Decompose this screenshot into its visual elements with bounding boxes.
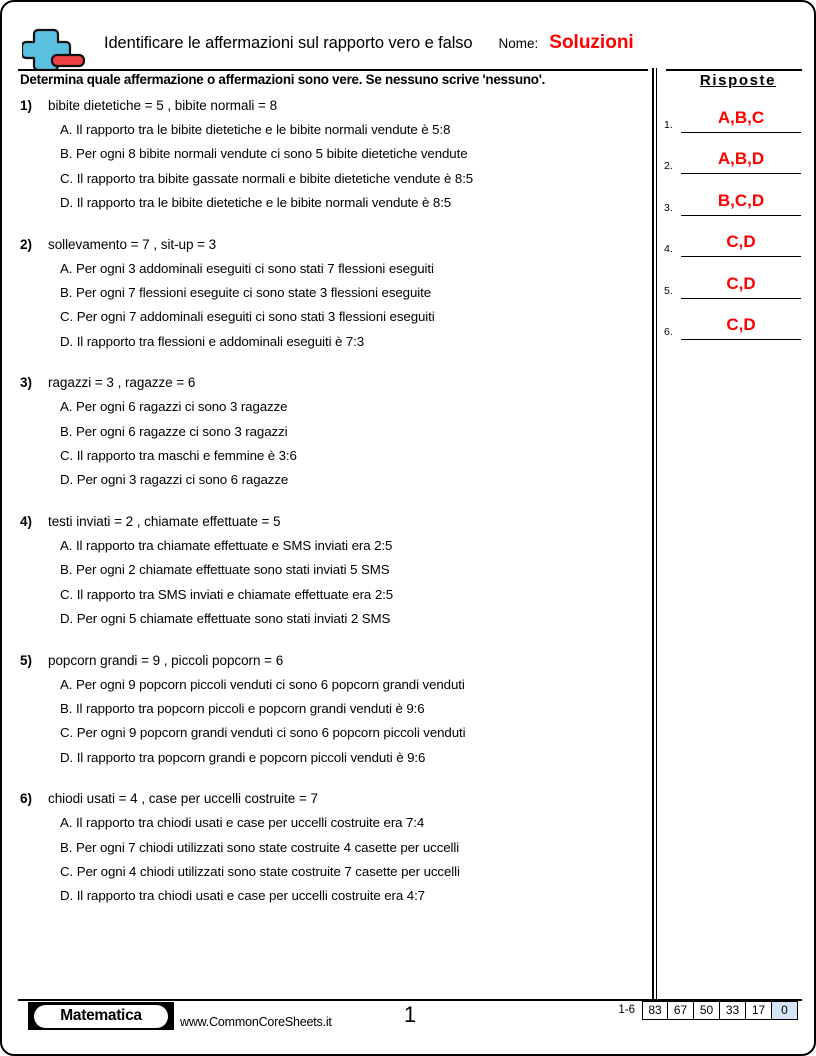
choice-b[interactable]: B. Il rapporto tra popcorn piccoli e popcorn grandi venduti è 9:6: [60, 700, 425, 716]
header-divider-left: [18, 69, 648, 71]
answer-value: A,B,C: [717, 107, 765, 127]
answer-value: C,D: [726, 232, 756, 251]
question-item: [20, 791, 648, 909]
choice-d[interactable]: D. Il rapporto tra flessioni e addominali eseguiti è 7:3: [60, 333, 365, 349]
choice-b[interactable]: B. Per ogni 6 ragazze ci sono 3 ragazzi: [60, 423, 288, 439]
score-cell: 67: [668, 1001, 694, 1020]
choice-b[interactable]: B. Per ogni 7 chiodi utilizzati sono state costruite 4 casette per uccelli: [60, 839, 460, 855]
answer-index: 1.: [664, 118, 673, 131]
title-row: [104, 32, 802, 54]
choice-c[interactable]: C. Il rapporto tra maschi e femmine è 3:6: [60, 448, 297, 464]
choice-c[interactable]: C. Per ogni 7 addominali eseguiti ci sono stati 3 flessioni eseguiti: [60, 309, 435, 325]
choice-c[interactable]: C. Per ogni 4 chiodi utilizzati sono state costruite 7 casette per uccelli: [60, 863, 460, 879]
score-range-label: 1-6: [618, 1004, 635, 1016]
page-number: 1: [403, 1002, 417, 1027]
question-item: [20, 98, 648, 216]
question-prompt: sollevamento = 7 , sit-up = 3: [48, 236, 217, 252]
question-item: [20, 237, 648, 355]
choice-a[interactable]: A. Il rapporto tra chiamate effettuate e SMS inviati era 2:5: [60, 537, 393, 553]
question-item: [20, 653, 648, 771]
answer-field[interactable]: [681, 147, 801, 174]
question-header: [20, 237, 648, 252]
score-cell: 83: [642, 1001, 668, 1020]
name-value: Soluzioni: [549, 32, 634, 53]
choice-c[interactable]: C. Il rapporto tra SMS inviati e chiamate effettuate era 2:5: [60, 586, 393, 602]
answer-index: 2.: [664, 160, 673, 172]
score-cell: 33: [720, 1001, 746, 1020]
name-label: Nome:: [498, 36, 539, 51]
choice-c[interactable]: C. Il rapporto tra bibite gassate normali e bibite dietetiche vendute è 8:5: [60, 170, 474, 186]
question-header: [20, 791, 648, 806]
choice-d[interactable]: D. Per ogni 5 chiamate effettuate sono stati inviati 2 SMS: [60, 611, 391, 627]
choice-b[interactable]: B. Per ogni 7 flessioni eseguite ci sono state 3 flessioni eseguite: [60, 285, 432, 301]
question-item: [20, 514, 648, 632]
answers-panel: [662, 72, 806, 340]
answer-value: C,D: [726, 273, 756, 293]
answer-index: 4.: [664, 243, 673, 255]
answer-value: B,C,D: [717, 190, 765, 210]
choice-a[interactable]: A. Per ogni 9 popcorn piccoli venduti ci sono 6 popcorn grandi venduti: [60, 676, 465, 692]
answer-row: [664, 91, 806, 133]
answer-field[interactable]: [681, 106, 801, 133]
answer-row: [664, 257, 806, 299]
brand-label: Matematica: [60, 1007, 142, 1024]
answer-index: 5.: [664, 284, 673, 297]
score-scale: [618, 1001, 798, 1020]
page-title: Identificare le affermazioni sul rapporto vero e falso: [104, 34, 473, 52]
answer-field[interactable]: [681, 313, 801, 340]
site-url[interactable]: www.CommonCoreSheets.it: [180, 1015, 332, 1029]
score-cell: 17: [746, 1001, 772, 1020]
header-divider-right: [666, 69, 802, 71]
answer-row: [664, 174, 806, 216]
choice-a[interactable]: A. Il rapporto tra le bibite dietetiche e le bibite normali vendute è 5:8: [60, 122, 451, 137]
question-item: [20, 375, 648, 493]
question-number: 6): [20, 791, 33, 807]
question-number: 3): [20, 375, 33, 391]
question-header: [20, 375, 648, 390]
answer-row: [664, 133, 806, 175]
answer-field[interactable]: [681, 189, 801, 216]
answer-field[interactable]: [681, 272, 801, 299]
choice-b[interactable]: B. Per ogni 8 bibite normali vendute ci sono 5 bibite dietetiche vendute: [60, 146, 468, 162]
answer-index: 6.: [664, 326, 673, 338]
answer-row: [664, 299, 806, 341]
instructions-text: Determina quale affermazione o affermazioni sono vere. Se nessuno scrive 'nessuno'.: [20, 72, 546, 87]
question-number: 1): [20, 98, 33, 113]
score-cell-highlighted: 0: [772, 1001, 798, 1020]
answer-index: 3.: [664, 201, 673, 214]
choice-a[interactable]: A. Per ogni 3 addominali eseguiti ci sono stati 7 flessioni eseguiti: [60, 260, 434, 276]
answer-field[interactable]: [681, 230, 801, 257]
page-header: [18, 24, 802, 70]
question-number: 5): [20, 652, 33, 668]
question-header: [20, 98, 648, 113]
choice-a[interactable]: A. Per ogni 6 ragazzi ci sono 3 ragazze: [60, 399, 288, 415]
choice-d[interactable]: D. Per ogni 3 ragazzi ci sono 6 ragazze: [60, 472, 289, 488]
choice-d[interactable]: D. Il rapporto tra popcorn grandi e popcorn piccoli venduti è 9:6: [60, 749, 426, 765]
question-prompt: bibite dietetiche = 5 , bibite normali = 8: [48, 98, 278, 113]
choice-d[interactable]: D. Il rapporto tra chiodi usati e case per uccelli costruite era 4:7: [60, 888, 425, 904]
choice-a[interactable]: A. Il rapporto tra chiodi usati e case per uccelli costruite era 7:4: [60, 815, 425, 831]
question-prompt: ragazzi = 3 , ragazze = 6: [48, 375, 196, 391]
answer-value: C,D: [726, 315, 756, 334]
question-prompt: chiodi usati = 4 , case per uccelli costruite = 7: [48, 791, 318, 807]
questions-list: [20, 98, 648, 930]
question-header: [20, 653, 648, 668]
column-divider: [652, 68, 657, 1001]
question-header: [20, 514, 648, 529]
choice-b[interactable]: B. Per ogni 2 chiamate effettuate sono stati inviati 5 SMS: [60, 562, 390, 578]
score-cell: 50: [694, 1001, 720, 1020]
question-number: 2): [20, 236, 33, 252]
choice-d[interactable]: D. Il rapporto tra le bibite dietetiche e le bibite normali vendute è 8:5: [60, 195, 452, 211]
answer-value: A,B,D: [717, 149, 765, 168]
question-prompt: testi inviati = 2 , chiamate effettuate = 5: [48, 513, 281, 529]
question-prompt: popcorn grandi = 9 , piccoli popcorn = 6: [48, 652, 284, 668]
choice-c[interactable]: C. Per ogni 9 popcorn grandi venduti ci sono 6 popcorn piccoli venduti: [60, 725, 466, 741]
question-number: 4): [20, 513, 33, 529]
answer-row: [664, 216, 806, 258]
plus-minus-icon: [22, 24, 86, 70]
answers-panel-title: Risposte: [699, 72, 777, 89]
